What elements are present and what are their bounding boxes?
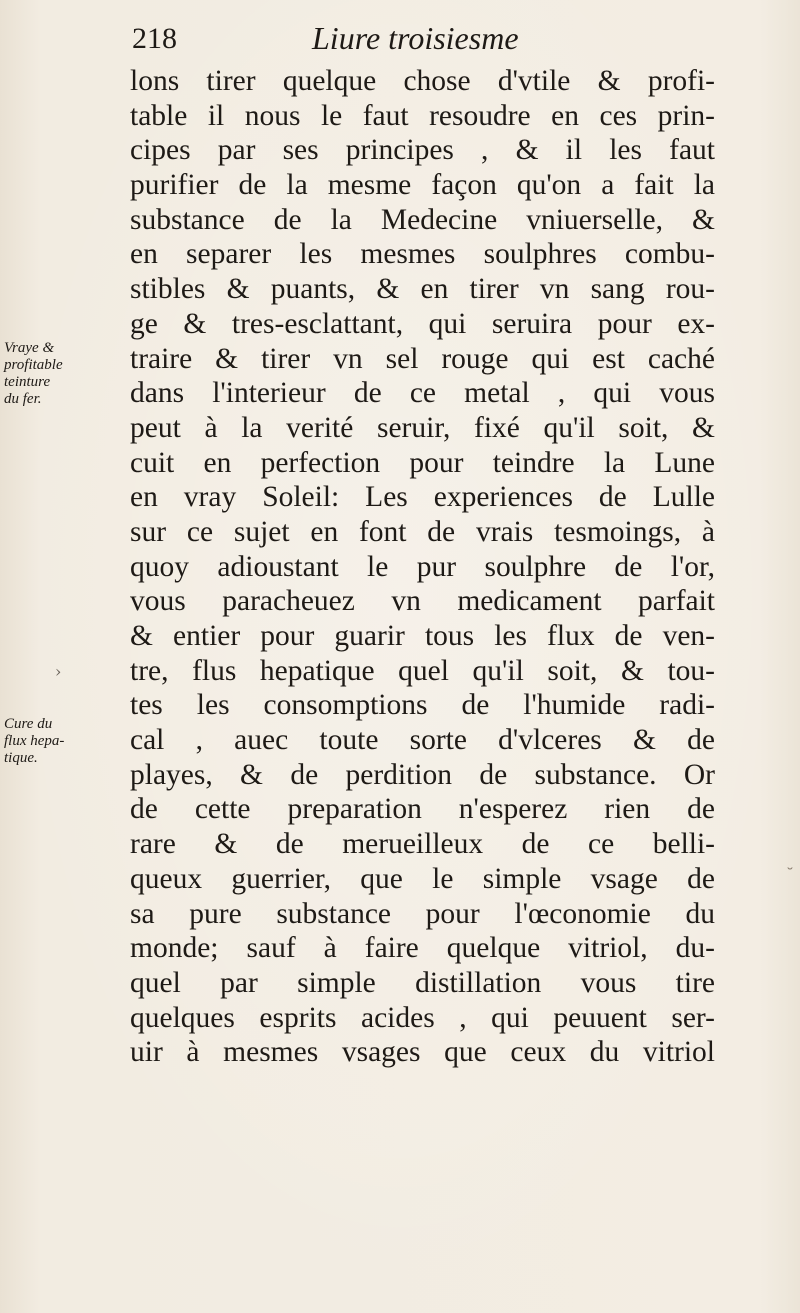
- text-line: playes, & de perdition de substance. Or: [130, 758, 715, 791]
- margin-note-line: du fer.: [4, 391, 42, 407]
- text-line: tre, flus hepatique quel qu'il soit, & tou-: [130, 654, 715, 687]
- text-line: rare & de merueilleux de ce belli-: [130, 828, 715, 861]
- text-line: peut à la verité seruir, fixé qu'il soit, &: [130, 411, 715, 444]
- margin-note-line: Vraye &: [4, 340, 55, 356]
- text-line: stibles & puants, & en tirer vn sang rou-: [130, 273, 715, 306]
- text-line: & entier pour guarir tous les flux de ven-: [130, 620, 715, 652]
- text-line: ge & tres-esclattant, qui seruira pour ex-: [130, 307, 715, 340]
- margin-note-line: Cure du: [4, 716, 53, 732]
- margin-note-line: flux hepa-: [4, 733, 65, 749]
- text-line: uir à mesmes vsages que ceux du vitriol: [130, 1036, 715, 1069]
- margin-note-true-tincture: [4, 340, 124, 408]
- text-line: monde; sauf à faire quelque vitriol, du-: [130, 932, 715, 965]
- margin-note-line: profitable: [4, 357, 63, 373]
- text-line: sur ce sujet en font de vrais tesmoings, à: [130, 515, 715, 548]
- text-line: purifier de la mesme façon qu'on a fait la: [130, 169, 715, 202]
- edge-ink-mark: ˘: [786, 865, 794, 884]
- text-line: vous paracheuez vn medicament parfait: [130, 585, 715, 618]
- text-line: tes les consomptions de l'humide radi-: [130, 689, 715, 722]
- page-header: [130, 18, 560, 62]
- text-line: cal , auec toute sorte d'vlceres & de: [130, 724, 715, 757]
- body-text: [130, 64, 715, 1070]
- text-line: queux guerrier, que le simple vsage de: [130, 862, 715, 895]
- text-line: lons tirer quelque chose d'vtile & profi-: [130, 65, 715, 97]
- page-number: 218: [132, 22, 177, 55]
- text-line: substance de la Medecine vniuerselle, &: [130, 203, 715, 236]
- text-line: en vray Soleil: Les experiences de Lulle: [130, 481, 715, 514]
- margin-note-hepatic-flux-cure: [4, 716, 124, 767]
- text-line: quel par simple distillation vous tire: [130, 966, 715, 999]
- text-line: sa pure substance pour l'œconomie du: [130, 897, 715, 930]
- text-line: traire & tirer vn sel rouge qui est caché: [130, 342, 715, 375]
- text-line: cipes par ses principes , & il les faut: [130, 134, 715, 167]
- text-line: en separer les mesmes soulphres combu-: [130, 238, 715, 271]
- text-line: cuit en perfection pour teindre la Lune: [130, 446, 715, 479]
- text-line: quoy adioustant le pur soulphre de l'or,: [130, 550, 715, 583]
- text-line: dans l'interieur de ce metal , qui vous: [130, 377, 715, 410]
- text-line: table il nous le faut resoudre en ces prin-: [130, 99, 715, 132]
- stray-ink-mark: ›: [55, 662, 62, 681]
- text-line: de cette preparation n'esperez rien de: [130, 793, 715, 826]
- text-line: quelques esprits acides , qui peuuent ser-: [130, 1001, 715, 1034]
- margin-note-line: teinture: [4, 374, 51, 390]
- running-title: Liure troisiesme: [312, 20, 519, 56]
- margin-note-line: tique.: [4, 750, 38, 766]
